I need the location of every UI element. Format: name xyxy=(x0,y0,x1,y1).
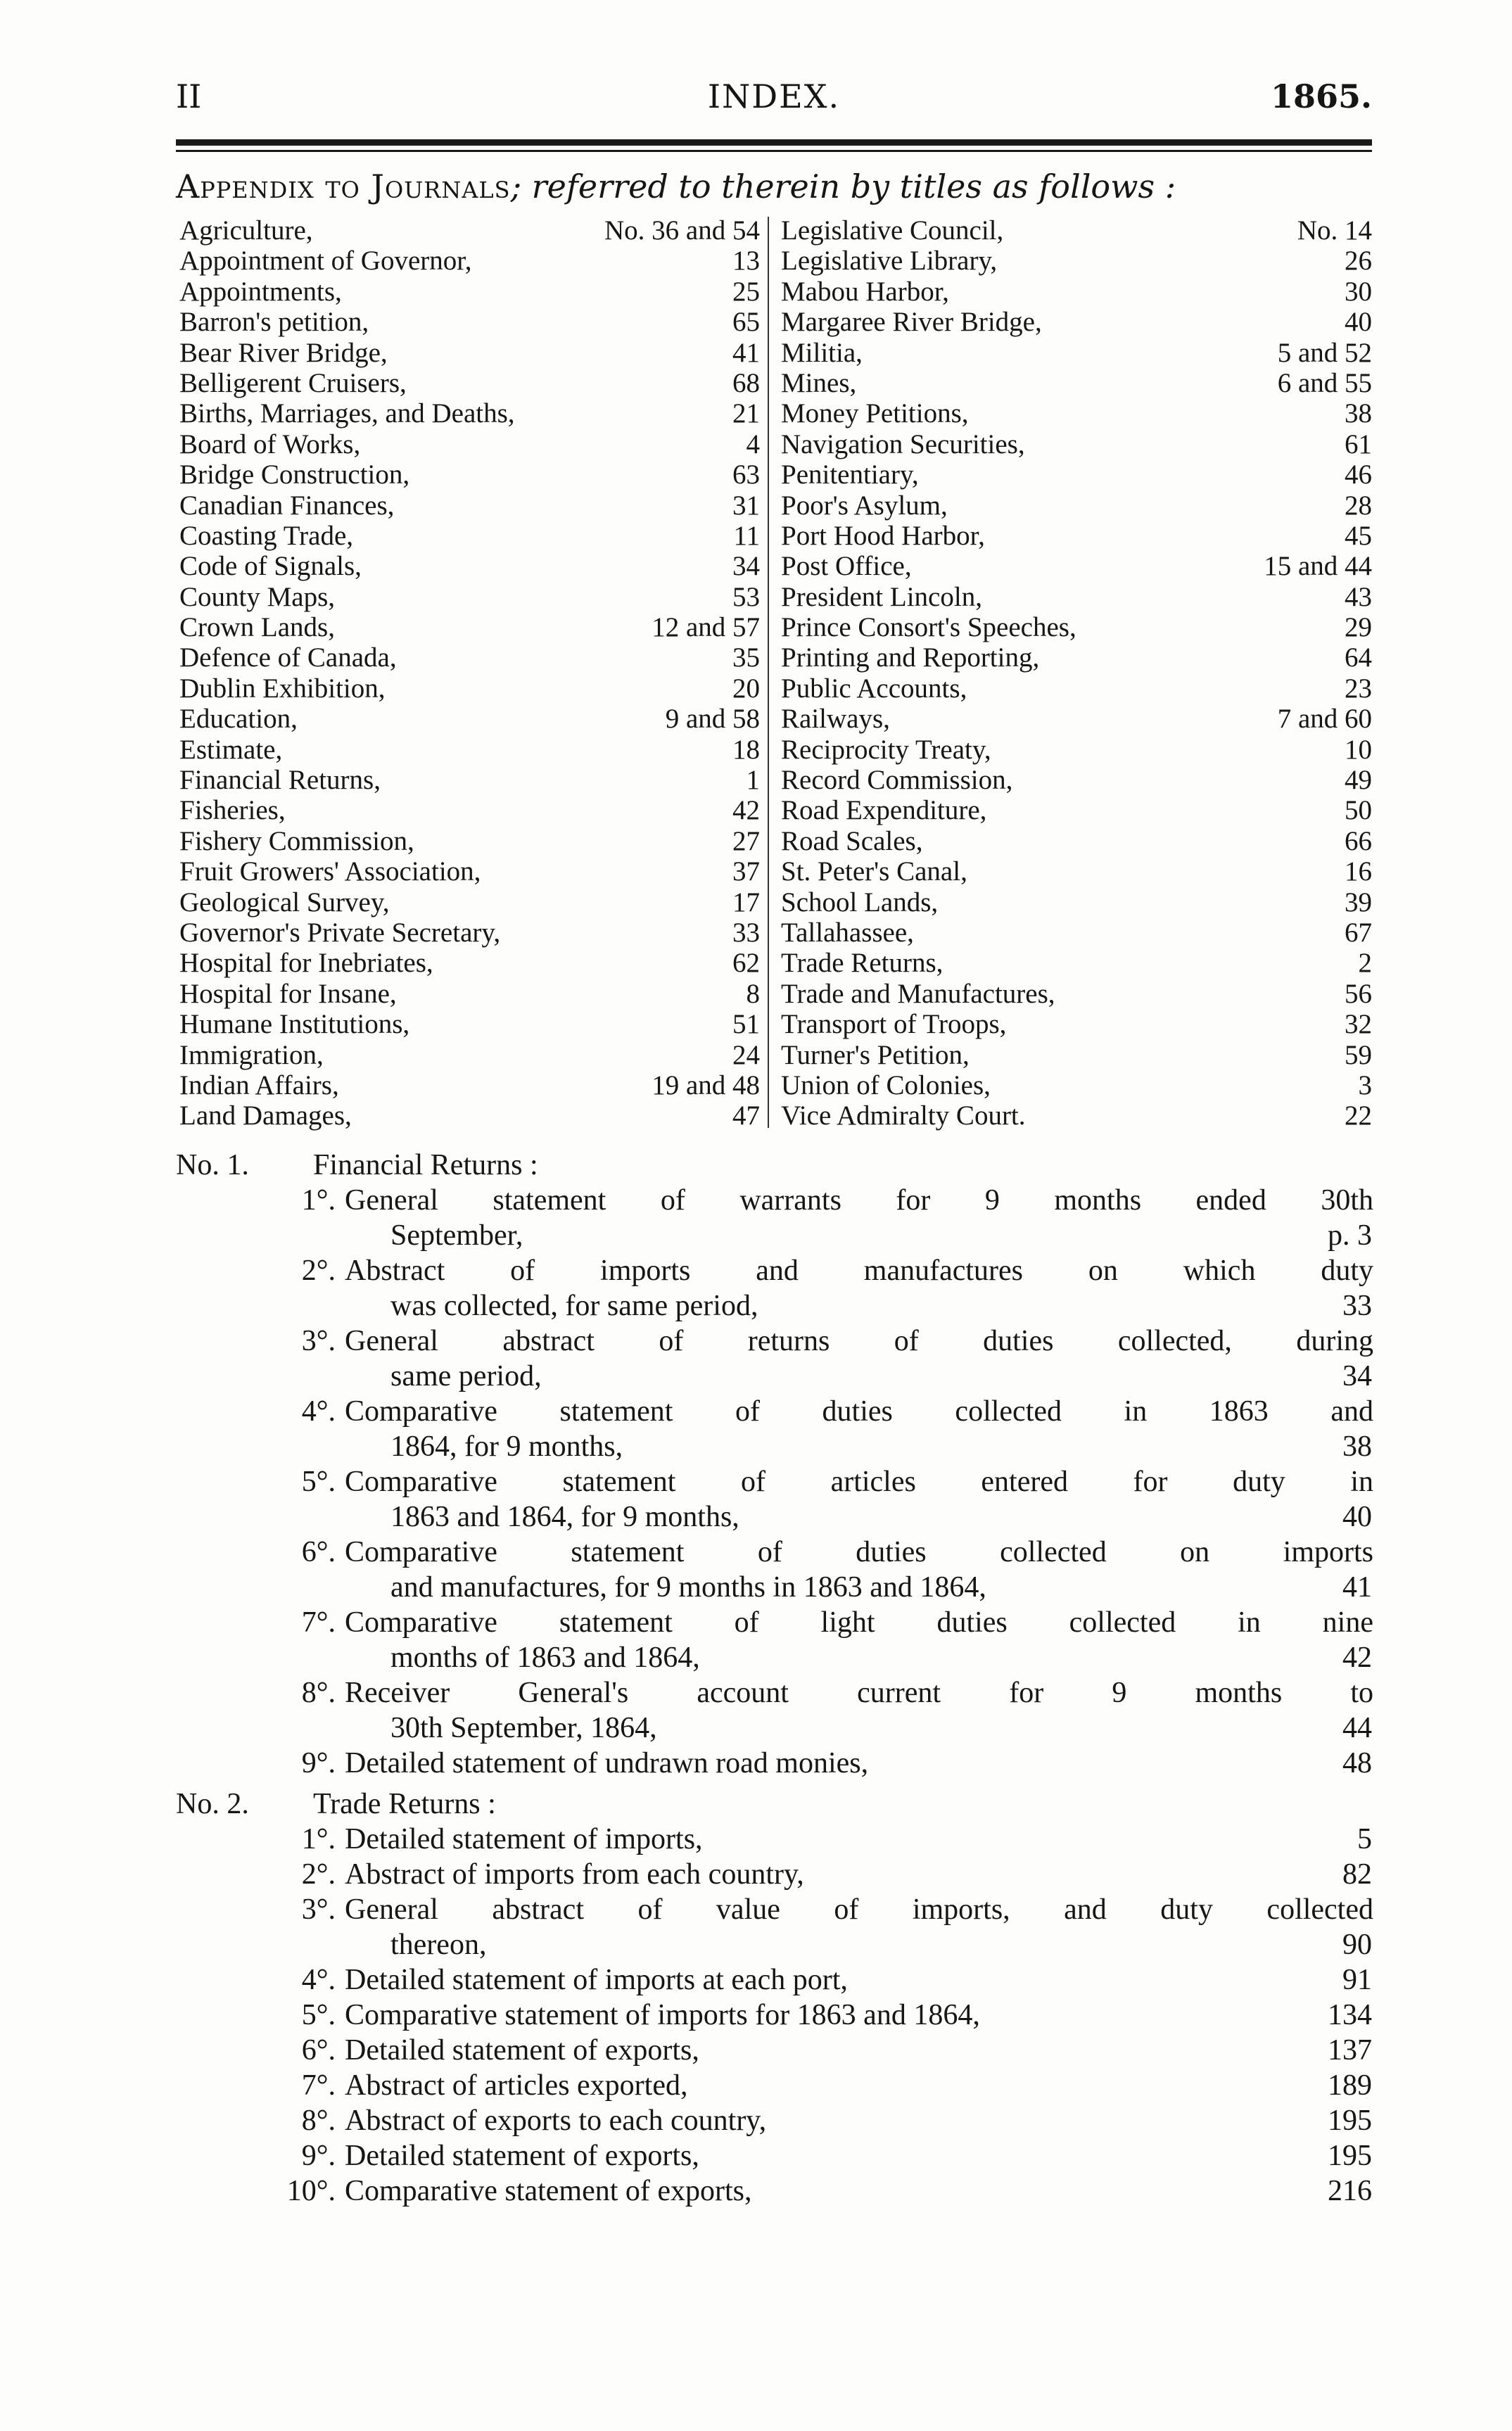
index-entry xyxy=(781,277,1372,307)
index-entry-title: Agriculture, xyxy=(179,215,313,246)
contents-entry xyxy=(176,1254,1372,1324)
entry-text: Abstract of imports and manufactures on which duty xyxy=(345,1255,1373,1287)
index-entry xyxy=(781,1040,1372,1070)
index-entry-title: President Lincoln, xyxy=(781,581,982,612)
index-entry-title: Transport of Troops, xyxy=(781,1009,1007,1040)
index-entry-title: Governor's Private Secretary, xyxy=(179,917,501,948)
index-entry-title: Road Scales, xyxy=(781,825,923,856)
index-entry xyxy=(781,856,1372,887)
index-entry xyxy=(179,948,760,978)
entry-text: Comparative statement of duties collected in 1863 and xyxy=(345,1395,1373,1428)
index-entry-ref: 27 xyxy=(732,825,760,856)
index-entry-title: Mabou Harbor, xyxy=(781,276,949,307)
index-entry xyxy=(179,338,760,368)
index-entry xyxy=(781,704,1372,734)
section-heading xyxy=(176,1787,1372,1822)
entry-text: Abstract of articles exported, xyxy=(345,2069,688,2102)
column-divider xyxy=(768,217,769,1128)
index-entry-title: Appointment of Governor, xyxy=(179,246,472,277)
entry-number: 3°. xyxy=(301,1893,336,1926)
index-entry-ref: 42 xyxy=(732,795,760,826)
index-entry xyxy=(781,490,1372,521)
index-entry xyxy=(781,215,1372,246)
index-entry-ref: 3 xyxy=(1358,1069,1372,1100)
entry-page-ref: 82 xyxy=(1342,1858,1372,1891)
entry-page-ref: 216 xyxy=(1328,2175,1372,2207)
index-entry-ref: 22 xyxy=(1345,1100,1372,1131)
index-entry-ref: 32 xyxy=(1345,1009,1372,1040)
index-entry-ref: 1 xyxy=(746,765,760,796)
entry-page-ref: 48 xyxy=(1342,1747,1372,1779)
index-entry xyxy=(781,398,1372,429)
contents-entry xyxy=(176,1606,1372,1676)
index-entry-title: Fisheries, xyxy=(179,795,286,826)
index-entry-title: Belligerent Cruisers, xyxy=(179,367,407,398)
index-entry-title: Penitentiary, xyxy=(781,459,919,490)
index-entry-ref: 20 xyxy=(732,673,760,704)
index-entry-title: Geological Survey, xyxy=(179,887,390,918)
index-entry-title: Coasting Trade, xyxy=(179,520,354,551)
entry-number: 4°. xyxy=(301,1395,336,1428)
entry-page-ref: 34 xyxy=(1342,1360,1372,1392)
index-entry xyxy=(781,887,1372,918)
index-entry-title: Record Commission, xyxy=(781,765,1013,796)
index-entry-ref: 34 xyxy=(732,551,760,582)
entry-text-continued: 30th September, 1864, xyxy=(390,1712,657,1744)
index-entry-ref: 51 xyxy=(732,1009,760,1040)
index-entry-title: Estimate, xyxy=(179,734,283,765)
index-entry xyxy=(179,826,760,856)
entry-text: Comparative statement of exports, xyxy=(345,2175,752,2207)
index-entry xyxy=(179,582,760,612)
index-entry-title: Indian Affairs, xyxy=(179,1069,339,1100)
index-entry-ref: 7 and 60 xyxy=(1277,704,1372,735)
index-entry-title: Post Office, xyxy=(781,551,912,582)
section-heading xyxy=(176,1148,1372,1183)
index-entry xyxy=(781,673,1372,704)
index-entry xyxy=(179,704,760,734)
index-entry-title: Bear River Bridge, xyxy=(179,337,388,368)
index-entry-ref: 12 and 57 xyxy=(652,612,760,643)
contents-entry xyxy=(176,1822,1372,1858)
index-entry-title: Board of Works, xyxy=(179,429,361,459)
contents-entry xyxy=(176,1858,1372,1893)
index-entry-ref: 4 xyxy=(746,429,760,459)
entry-page-ref: 41 xyxy=(1342,1571,1372,1604)
index-entry-title: Poor's Asylum, xyxy=(781,490,948,521)
entry-number: 2°. xyxy=(301,1858,336,1891)
index-entry-title: Bridge Construction, xyxy=(179,459,410,490)
index-entry-ref: 21 xyxy=(732,398,760,429)
index-entry xyxy=(781,429,1372,459)
entry-page-ref: 134 xyxy=(1328,1999,1372,2031)
index-entry-title: Militia, xyxy=(781,337,863,368)
entry-number: 8°. xyxy=(301,1677,336,1709)
index-entry-ref: 11 xyxy=(733,520,760,551)
year: 1865. xyxy=(1270,77,1372,115)
entry-page-ref: 40 xyxy=(1342,1501,1372,1533)
index-entry-title: Land Damages, xyxy=(179,1100,352,1131)
contents-entry xyxy=(176,2174,1372,2209)
index-entry-ref: 59 xyxy=(1345,1039,1372,1070)
index-entry xyxy=(179,459,760,490)
index-entry-ref: 38 xyxy=(1345,398,1372,429)
index-entry-ref: 56 xyxy=(1345,978,1372,1009)
index-entry xyxy=(179,642,760,673)
contents-entry xyxy=(176,2139,1372,2174)
index-entry-title: Trade and Manufactures, xyxy=(781,978,1055,1009)
index-entry-ref: 19 and 48 xyxy=(652,1069,760,1100)
index-entry-ref: 30 xyxy=(1345,276,1372,307)
appendix-label: Appendix to Journals xyxy=(176,167,511,205)
entry-number: 7°. xyxy=(301,2069,336,2102)
entry-page-ref: 90 xyxy=(1342,1929,1372,1961)
entry-number: 6°. xyxy=(301,2034,336,2067)
entry-text-continued: same period, xyxy=(390,1360,542,1392)
index-entry-ref: 33 xyxy=(732,917,760,948)
index-entry-ref: 15 and 44 xyxy=(1264,551,1372,582)
index-entry xyxy=(781,948,1372,978)
entry-text: Detailed statement of imports, xyxy=(345,1823,703,1855)
appendix-note: ; referred to therein by titles as follows : xyxy=(510,167,1176,205)
entry-text-continued: 1863 and 1864, for 9 months, xyxy=(390,1501,739,1533)
index-entry-ref: No. 36 and 54 xyxy=(604,215,760,246)
index-entry-ref: 37 xyxy=(732,856,760,887)
index-entry-ref: 28 xyxy=(1345,490,1372,521)
index-entry-ref: 23 xyxy=(1345,673,1372,704)
index-entry-title: Appointments, xyxy=(179,276,342,307)
index-entry xyxy=(179,1009,760,1039)
entry-text: General statement of warrants for 9 months ended 30th xyxy=(345,1184,1373,1217)
index-entry-title: Reciprocity Treaty, xyxy=(781,734,991,765)
index-entry-ref: 50 xyxy=(1345,795,1372,826)
index-entry-title: Births, Marriages, and Deaths, xyxy=(179,398,515,429)
index-entry-ref: 64 xyxy=(1345,642,1372,673)
index-entry-ref: 31 xyxy=(732,490,760,521)
entry-page-ref: 195 xyxy=(1328,2140,1372,2172)
index-column-right xyxy=(781,215,1372,1131)
index-entry-ref: 8 xyxy=(746,978,760,1009)
index-entry xyxy=(179,398,760,429)
contents-entry xyxy=(176,1676,1372,1746)
index-entry-title: Legislative Library, xyxy=(781,246,998,277)
index-entry-ref: 47 xyxy=(732,1100,760,1131)
entry-text-continued: September, xyxy=(390,1219,523,1252)
index-entry-ref: 16 xyxy=(1345,856,1372,887)
index-entry-title: Legislative Council, xyxy=(781,215,1004,246)
section-number: No. 2. xyxy=(176,1788,249,1820)
header-rule-thin xyxy=(176,150,1372,152)
index-entry xyxy=(781,368,1372,398)
section-title: Financial Returns : xyxy=(313,1149,538,1181)
index-entry-title: Code of Signals, xyxy=(179,551,362,582)
index-entry xyxy=(179,1100,760,1131)
index-entry xyxy=(781,307,1372,337)
index-entry-title: Immigration, xyxy=(179,1039,324,1070)
entry-number: 5°. xyxy=(301,1466,336,1498)
section-title: Trade Returns : xyxy=(313,1788,496,1820)
entry-text: Detailed statement of exports, xyxy=(345,2140,699,2172)
section-number: No. 1. xyxy=(176,1149,249,1181)
index-entry-title: Crown Lands, xyxy=(179,612,335,643)
page-number: II xyxy=(176,77,202,115)
index-entry-title: Turner's Petition, xyxy=(781,1039,970,1070)
running-head xyxy=(176,77,1372,120)
section-financial-returns xyxy=(176,1148,1372,1782)
index-entry-ref: 25 xyxy=(732,276,760,307)
index-entry-ref: No. 14 xyxy=(1297,215,1372,246)
index-entry xyxy=(179,765,760,795)
index-entry-ref: 49 xyxy=(1345,765,1372,796)
contents-entry xyxy=(176,1324,1372,1395)
index-entry-title: Fruit Growers' Association, xyxy=(179,856,481,887)
index-entry xyxy=(781,795,1372,825)
index-entry xyxy=(179,795,760,825)
index-entry-ref: 39 xyxy=(1345,887,1372,918)
index-entry xyxy=(781,1009,1372,1039)
entry-page-ref: 189 xyxy=(1328,2069,1372,2102)
index-entry xyxy=(179,246,760,276)
entry-text: Comparative statement of light duties collected in nine xyxy=(345,1606,1373,1639)
header-rule-thick xyxy=(176,139,1372,146)
index-entry xyxy=(179,856,760,887)
entry-page-ref: 33 xyxy=(1342,1290,1372,1322)
index-entry-title: Tallahassee, xyxy=(781,917,914,948)
contents-entry xyxy=(176,2069,1372,2104)
index-entry-title: Education, xyxy=(179,704,298,735)
entry-number: 3°. xyxy=(301,1325,336,1357)
entry-number: 9°. xyxy=(301,2140,336,2172)
entry-text-continued: and manufactures, for 9 months in 1863 and 1864, xyxy=(390,1571,986,1604)
entry-page-ref: 44 xyxy=(1342,1712,1372,1744)
index-entry xyxy=(179,429,760,459)
index-entry xyxy=(781,979,1372,1009)
index-entry-title: Printing and Reporting, xyxy=(781,642,1040,673)
index-entry xyxy=(179,1040,760,1070)
entry-number: 2°. xyxy=(301,1255,336,1287)
entry-text-continued: months of 1863 and 1864, xyxy=(390,1642,700,1674)
index-entry-ref: 29 xyxy=(1345,612,1372,643)
index-entry-ref: 43 xyxy=(1345,581,1372,612)
index-entry xyxy=(781,459,1372,490)
index-entry-title: Defence of Canada, xyxy=(179,642,397,673)
index-entry xyxy=(781,1100,1372,1131)
index-entry-title: Railways, xyxy=(781,704,890,735)
entry-text-continued: was collected, for same period, xyxy=(390,1290,758,1322)
index-entry-ref: 68 xyxy=(732,367,760,398)
entry-page-ref: 38 xyxy=(1342,1430,1372,1463)
index-entry xyxy=(179,277,760,307)
index-entry-ref: 2 xyxy=(1358,948,1372,979)
index-entry xyxy=(781,918,1372,948)
contents-entry xyxy=(176,2033,1372,2069)
index-entry xyxy=(179,1070,760,1100)
entry-text-continued: thereon, xyxy=(390,1929,487,1961)
entry-text: Comparative statement of duties collected on imports xyxy=(345,1536,1373,1568)
index-entry-ref: 24 xyxy=(732,1039,760,1070)
index-entry xyxy=(781,735,1372,765)
index-entry xyxy=(781,582,1372,612)
entry-page-ref: 42 xyxy=(1342,1642,1372,1674)
index-entry-title: Union of Colonies, xyxy=(781,1069,991,1100)
entry-text: Comparative statement of imports for 1863 and 1864, xyxy=(345,1999,980,2031)
entry-text: General abstract of returns of duties collected, during xyxy=(345,1325,1373,1357)
index-entry xyxy=(179,368,760,398)
index-entry-title: Hospital for Insane, xyxy=(179,978,397,1009)
index-entry xyxy=(179,735,760,765)
index-entry-ref: 6 and 55 xyxy=(1277,367,1372,398)
index-entry-ref: 67 xyxy=(1345,917,1372,948)
index-entry xyxy=(179,979,760,1009)
index-entry-title: Fishery Commission, xyxy=(179,825,414,856)
contents-entry xyxy=(176,1395,1372,1465)
entry-number: 6°. xyxy=(301,1536,336,1568)
index-entry xyxy=(781,1070,1372,1100)
page-title: INDEX. xyxy=(707,77,841,115)
index-entry xyxy=(179,215,760,246)
index-entry xyxy=(781,612,1372,642)
index-entry xyxy=(179,673,760,704)
index-entry-ref: 13 xyxy=(732,246,760,277)
index-entry-title: County Maps, xyxy=(179,581,336,612)
index-entry-title: Public Accounts, xyxy=(781,673,967,704)
entry-number: 4°. xyxy=(301,1964,336,1996)
contents-entry xyxy=(176,1465,1372,1535)
index-entry-title: Navigation Securities, xyxy=(781,429,1025,459)
index-entry-title: Money Petitions, xyxy=(781,398,969,429)
index-entry xyxy=(781,521,1372,551)
entry-number: 1°. xyxy=(301,1823,336,1855)
index-entry-title: Road Expenditure, xyxy=(781,795,987,826)
contents-entry xyxy=(176,1746,1372,1782)
index-entry xyxy=(179,551,760,581)
index-entry-title: Canadian Finances, xyxy=(179,490,395,521)
index-entry xyxy=(781,642,1372,673)
contents-entry xyxy=(176,1893,1372,1963)
entry-number: 1°. xyxy=(301,1184,336,1217)
entry-text: Detailed statement of undrawn road monies, xyxy=(345,1747,869,1779)
entry-text: Abstract of exports to each country, xyxy=(345,2105,767,2137)
index-column-left xyxy=(179,215,760,1131)
index-entry-title: Vice Admiralty Court. xyxy=(781,1100,1026,1131)
entry-number: 8°. xyxy=(301,2105,336,2137)
index-entry xyxy=(179,887,760,918)
entry-page-ref: 195 xyxy=(1328,2105,1372,2137)
index-entry xyxy=(781,246,1372,276)
entry-text: Detailed statement of imports at each port, xyxy=(345,1964,848,1996)
index-entry-ref: 46 xyxy=(1345,459,1372,490)
index-entry xyxy=(179,307,760,337)
index-entry-title: School Lands, xyxy=(781,887,939,918)
entry-text: Comparative statement of articles entered for duty in xyxy=(345,1466,1373,1498)
index-entry-ref: 53 xyxy=(732,581,760,612)
index-entry-title: Port Hood Harbor, xyxy=(781,520,985,551)
contents-entry xyxy=(176,1963,1372,1998)
index-entry xyxy=(781,551,1372,581)
contents-entry xyxy=(176,2104,1372,2139)
index-entry-title: Prince Consort's Speeches, xyxy=(781,612,1076,643)
entry-number: 5°. xyxy=(301,1999,336,2031)
index-entry xyxy=(781,338,1372,368)
entry-page-ref: 91 xyxy=(1342,1964,1372,1996)
index-entry-ref: 41 xyxy=(732,337,760,368)
entry-text: General abstract of value of imports, and duty collected xyxy=(345,1893,1373,1926)
index-entry-ref: 17 xyxy=(732,887,760,918)
index-entry xyxy=(179,490,760,521)
index-entry xyxy=(179,918,760,948)
entry-number: 10°. xyxy=(286,2175,336,2207)
index-entry-title: Mines, xyxy=(781,367,857,398)
index-entry-ref: 10 xyxy=(1345,734,1372,765)
index-entry xyxy=(781,765,1372,795)
appendix-heading xyxy=(176,167,1372,205)
section-trade-returns xyxy=(176,1787,1372,2209)
index-entry-ref: 63 xyxy=(732,459,760,490)
entry-page-ref: 137 xyxy=(1328,2034,1372,2067)
index-entry-title: Margaree River Bridge, xyxy=(781,307,1042,338)
index-entry xyxy=(179,521,760,551)
index-entry-ref: 62 xyxy=(732,948,760,979)
index-entry xyxy=(781,826,1372,856)
index-entry-ref: 18 xyxy=(732,734,760,765)
index-entry-title: Trade Returns, xyxy=(781,948,944,979)
index-entry-title: Barron's petition, xyxy=(179,307,369,338)
index-entry-ref: 65 xyxy=(732,307,760,338)
entry-text-continued: 1864, for 9 months, xyxy=(390,1430,623,1463)
contents-entry xyxy=(176,1183,1372,1254)
entry-text: Abstract of imports from each country, xyxy=(345,1858,804,1891)
index-entry-ref: 66 xyxy=(1345,825,1372,856)
index-entry-title: Hospital for Inebriates, xyxy=(179,948,433,979)
entry-page-ref: p. 3 xyxy=(1328,1219,1372,1252)
index-entry-ref: 61 xyxy=(1345,429,1372,459)
index-entry-title: Dublin Exhibition, xyxy=(179,673,386,704)
index-entry-title: St. Peter's Canal, xyxy=(781,856,967,887)
contents-entry xyxy=(176,1998,1372,2033)
index-entry-ref: 45 xyxy=(1345,520,1372,551)
index-entry-ref: 26 xyxy=(1345,246,1372,277)
entry-text: Receiver General's account current for 9 months to xyxy=(345,1677,1373,1709)
index-entry-title: Humane Institutions, xyxy=(179,1009,410,1040)
index-entry-ref: 35 xyxy=(732,642,760,673)
contents-entry xyxy=(176,1535,1372,1606)
entry-number: 7°. xyxy=(301,1606,336,1639)
index-entry-ref: 9 and 58 xyxy=(665,704,760,735)
entry-page-ref: 5 xyxy=(1357,1823,1372,1855)
index-entry-ref: 5 and 52 xyxy=(1277,337,1372,368)
index-entry-title: Financial Returns, xyxy=(179,765,381,796)
entry-text: Detailed statement of exports, xyxy=(345,2034,699,2067)
index-entry xyxy=(179,612,760,642)
entry-number: 9°. xyxy=(301,1747,336,1779)
index-entry-ref: 40 xyxy=(1345,307,1372,338)
